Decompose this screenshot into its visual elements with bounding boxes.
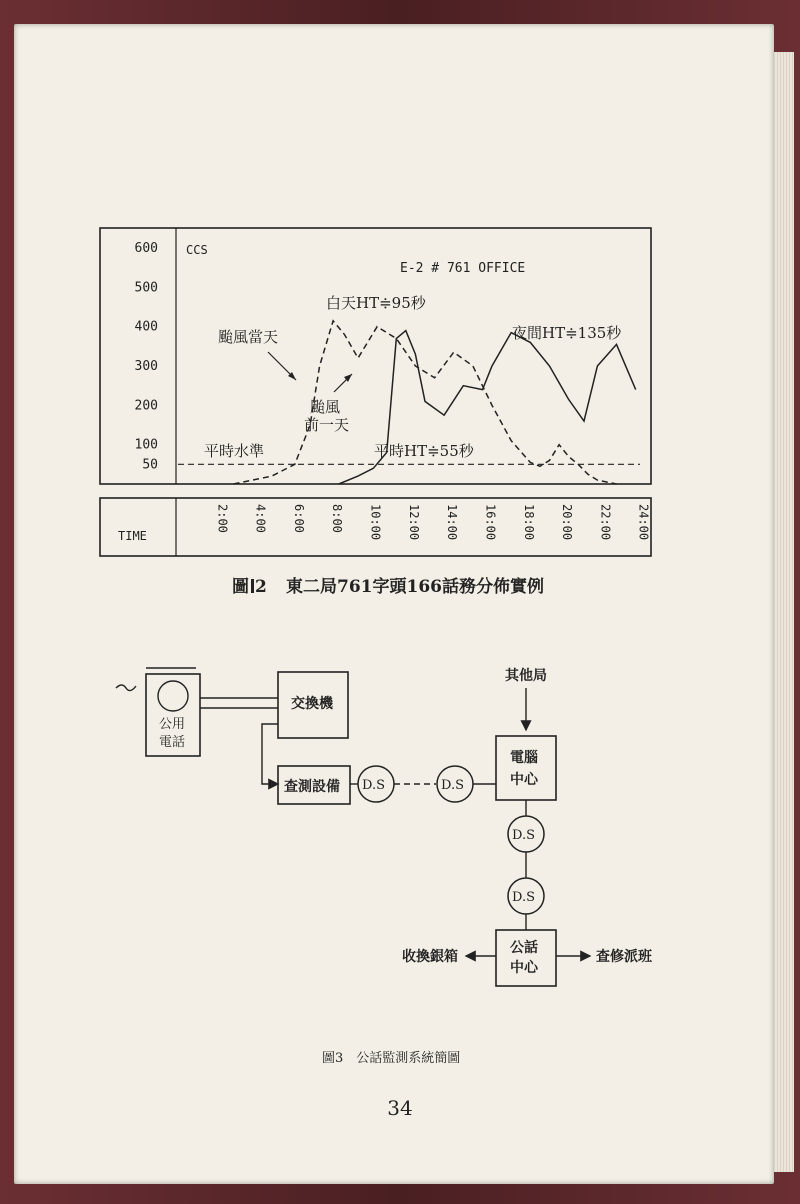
figure2-caption-text: 東二局761字頭166話務分佈實例 — [286, 577, 544, 597]
ds-label-3: D.S — [512, 828, 535, 843]
unit-label: CCS — [186, 243, 208, 257]
time-label: TIME — [118, 529, 147, 543]
x-tick-label: 24:00 — [636, 504, 651, 541]
figure3-caption: 圖3 公話監測系統簡圖 — [322, 1051, 461, 1066]
x-tick-label: 14:00 — [445, 504, 460, 541]
ds-label-2: D.S — [441, 778, 464, 793]
annotation-typhoon-prev-1: 颱風 — [310, 398, 341, 416]
x-tick-label: 16:00 — [483, 504, 498, 541]
y-tick-label: 600 — [134, 241, 158, 256]
payphone-center-label-2: 中心 — [510, 960, 538, 976]
x-tick-label: 6:00 — [291, 504, 306, 533]
figure2-caption-num: 2 — [255, 577, 267, 597]
annotation-night-ht: 夜間HT≑135秒 — [512, 324, 622, 342]
annotation-typhoon-prev-2: 前一天 — [304, 416, 350, 434]
x-tick-label: 12:00 — [406, 504, 421, 541]
y-tick-label: 50 — [142, 457, 158, 473]
payphone-label-1: 公用 — [159, 717, 186, 732]
test-equipment-label: 查測設備 — [284, 779, 340, 795]
collection-team-label: 收換銀箱 — [402, 949, 458, 965]
y-tick-label: 200 — [134, 398, 158, 414]
computer-label-1: 電腦 — [510, 750, 538, 766]
link-exchange-test — [262, 724, 278, 784]
x-tick-label: 8:00 — [330, 504, 345, 533]
payphone-center-label-1: 公話 — [510, 940, 538, 956]
y-tick-label: 300 — [134, 359, 158, 374]
y-tick-label: 100 — [134, 437, 158, 453]
ds-label-1: D.S — [362, 778, 385, 793]
page-number: 34 — [387, 1096, 413, 1120]
x-tick-label: 2:00 — [215, 504, 230, 533]
x-tick-label: 4:00 — [253, 504, 268, 533]
repair-team-label: 查修派班 — [596, 949, 652, 965]
x-tick-label: 10:00 — [368, 504, 383, 541]
ds-label-4: D.S — [512, 890, 535, 905]
figure2-caption-prefix: 圖 — [232, 577, 249, 597]
x-tick-label: 22:00 — [598, 504, 613, 541]
x-tick-label: 18:00 — [521, 504, 536, 541]
annotation-typhoon-day: 颱風當天 — [218, 328, 279, 346]
annotation-normal-level: 平時水準 — [204, 442, 265, 460]
x-tick-label: 20:00 — [560, 504, 575, 541]
y-tick-label: 400 — [134, 319, 158, 335]
other-office-label: 其他局 — [505, 668, 547, 684]
computer-label-2: 中心 — [510, 772, 538, 788]
y-tick-label: 500 — [134, 280, 158, 296]
annotation-day-ht: 白天HT≑95秒 — [326, 294, 426, 312]
computer-center-box — [496, 736, 556, 800]
payphone-center-box — [496, 930, 556, 986]
payphone-box — [116, 668, 200, 756]
exchange-label: 交換機 — [291, 696, 333, 712]
annotation-normal-ht: 平時HT≑55秒 — [374, 442, 474, 460]
payphone-label-2: 電話 — [159, 735, 186, 750]
office-label: E-2 # 761 OFFICE — [400, 261, 526, 276]
